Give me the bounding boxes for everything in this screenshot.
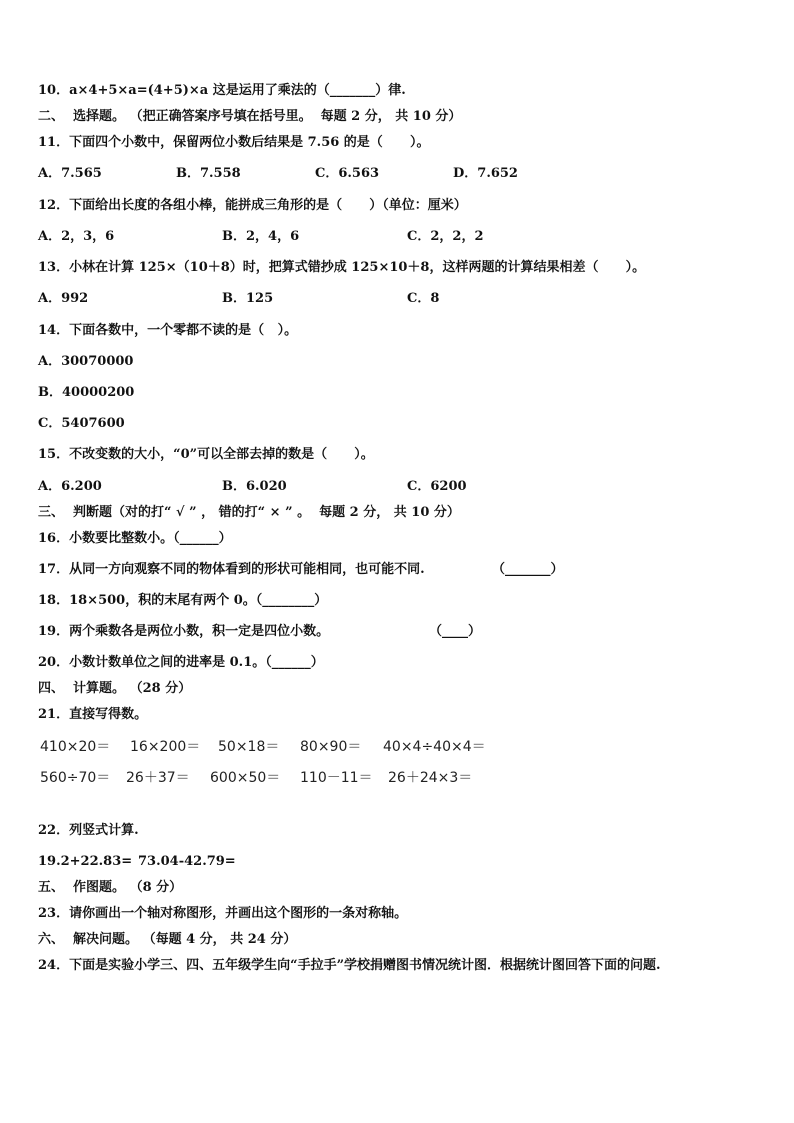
q22-item-1: 19.2+22.83= xyxy=(38,854,133,869)
q15-option-c: C．6200 xyxy=(407,479,467,494)
question-21: 21．直接写得数。 xyxy=(38,707,148,722)
q17-answer-blank[interactable]: （_______） xyxy=(492,562,564,577)
question-18: 18．18×500，积的末尾有两个 0。（________） xyxy=(38,593,328,608)
calc-item: 410×20＝ xyxy=(40,739,111,755)
q13-option-c: C．8 xyxy=(407,291,440,306)
calc-item: 40×4÷40×4＝ xyxy=(383,739,486,755)
section-3-heading: 三、 判断题（对的打“ √ ” ， 错的打“ × ” 。 每题 2 分， 共 10 分） xyxy=(38,505,460,520)
calc-item: 50×18＝ xyxy=(218,739,280,755)
question-22: 22．列竖式计算. xyxy=(38,823,139,838)
q12-option-a: A．2，3，6 xyxy=(38,229,115,244)
question-15: 15．不改变数的大小，“0”可以全部去掉的数是（ ）。 xyxy=(38,447,374,462)
calc-item: 600×50＝ xyxy=(210,770,281,786)
section-6-heading: 六、 解决问题。 （每题 4 分， 共 24 分） xyxy=(38,932,297,947)
question-17: 17．从同一方向观察不同的物体看到的形状可能相同，也可能不同. xyxy=(38,562,425,577)
question-12: 12．下面给出长度的各组小棒，能拼成三角形的是（ ）（单位：厘米） xyxy=(38,198,467,213)
question-23: 23．请你画出一个轴对称图形，并画出这个图形的一条对称轴。 xyxy=(38,906,408,921)
q14-option-b: B．40000200 xyxy=(38,385,135,400)
q14-option-a: A．30070000 xyxy=(38,354,134,369)
question-13: 13．小林在计算 125×（10＋8）时，把算式错抄成 125×10＋8，这样两题的计算结果相差（ ）。 xyxy=(38,260,646,275)
q15-option-a: A．6.200 xyxy=(38,479,102,494)
section-5-heading: 五、 作图题。 （8 分） xyxy=(38,880,183,895)
question-14: 14．下面各数中，一个零都不读的是（ ）。 xyxy=(38,323,298,338)
section-4-heading: 四、 计算题。 （28 分） xyxy=(38,681,192,696)
calc-item: 26＋24×3＝ xyxy=(388,770,473,786)
q13-option-b: B．125 xyxy=(222,291,274,306)
calc-item: 80×90＝ xyxy=(300,739,362,755)
q11-option-a: A．7.565 xyxy=(38,166,102,181)
q13-option-a: A．992 xyxy=(38,291,89,306)
question-20: 20．小数计数单位之间的进率是 0.1。（______） xyxy=(38,655,324,670)
q12-option-c: C．2，2，2 xyxy=(407,229,484,244)
q11-option-c: C．6.563 xyxy=(315,166,380,181)
calc-item: 26＋37＝ xyxy=(126,770,190,786)
calc-item: 16×200＝ xyxy=(130,739,201,755)
question-19: 19．两个乘数各是两位小数，积一定是四位小数。 xyxy=(38,624,330,639)
calc-item: 110－11＝ xyxy=(300,770,373,786)
q14-option-c: C．5407600 xyxy=(38,416,125,431)
q22-item-2: 73.04-42.79= xyxy=(138,854,236,869)
question-24: 24．下面是实验小学三、四、五年级学生向“手拉手”学校捐赠图书情况统计图．根据统计图回答下面的问题. xyxy=(38,958,661,973)
q11-option-b: B．7.558 xyxy=(176,166,241,181)
q12-option-b: B．2，4，6 xyxy=(222,229,300,244)
calc-item: 560÷70＝ xyxy=(40,770,111,786)
question-11: 11．下面四个小数中，保留两位小数后结果是 7.56 的是（ ）。 xyxy=(38,135,430,150)
q15-option-b: B．6.020 xyxy=(222,479,287,494)
section-2-heading: 二、 选择题。 （把正确答案序号填在括号里。 每题 2 分， 共 10 分） xyxy=(38,109,462,124)
question-10: 10．a×4+5×a=(4+5)×a 这是运用了乘法的（_______）律. xyxy=(38,83,406,98)
q19-answer-blank[interactable]: （____） xyxy=(429,624,482,639)
question-16: 16．小数要比整数小。（______） xyxy=(38,531,232,546)
q11-option-d: D．7.652 xyxy=(453,166,518,181)
